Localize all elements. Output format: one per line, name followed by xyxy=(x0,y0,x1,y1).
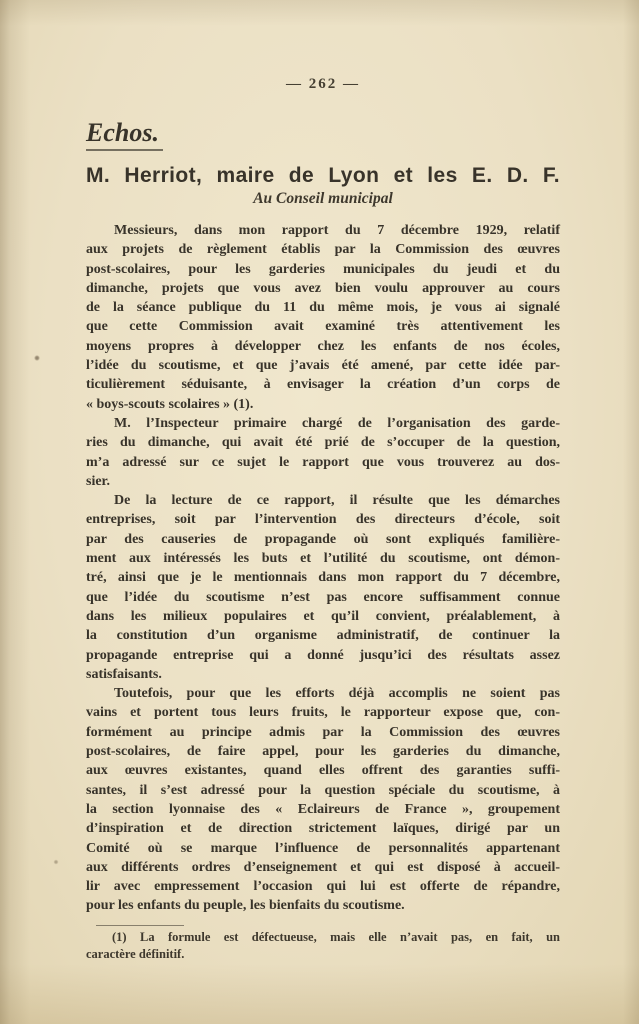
page-content xyxy=(86,76,560,964)
text-line: que cette Commission avait examiné très attentivement les xyxy=(86,319,560,335)
paragraph xyxy=(86,414,560,491)
text-line: Comité où se marque l’influence de personnalités appartenant xyxy=(86,840,560,856)
text-line: dans les milieux populaires et qu’il convient, préalablement, à xyxy=(86,608,560,624)
text-line: santes, il s’est adressé pour la question spéciale du scoutisme, à xyxy=(86,782,560,798)
paragraph xyxy=(86,491,560,684)
text-line: De la lecture de ce rapport, il résulte que les démarches xyxy=(114,493,560,509)
text-line: ticulièrement séduisante, à envisager la création d’un corps de xyxy=(86,377,560,393)
text-line: Toutefois, pour que les efforts déjà accomplis ne soient pas xyxy=(114,686,560,702)
text-line: la section lyonnaise des « Eclaireurs de France », groupement xyxy=(86,801,560,817)
text-line: sier. xyxy=(86,473,110,489)
paragraph xyxy=(86,684,560,916)
text-line: tré, ainsi que je le mentionnais dans mon rapport du 7 décembre, xyxy=(86,570,560,586)
text-line: aux projets de règlement établis par la Commission des œuvres xyxy=(86,242,560,258)
text-line: propagande entreprise qui a donné jusqu’ici des résultats assez xyxy=(86,647,560,663)
text-line: de la séance publique du 11 du même mois, je vous ai signalé xyxy=(86,300,560,316)
text-line: caractère définitif. xyxy=(86,947,185,962)
footnote-paragraph xyxy=(86,929,560,964)
text-line: (1) La formule est défectueuse, mais elle n’avait pas, en fait, un xyxy=(112,929,560,944)
text-line: entreprises, soit par l’intervention des directeurs d’école, soit xyxy=(86,512,560,528)
footnote xyxy=(86,929,560,964)
text-line: que l’idée du scoutisme n’est pas encore suffisamment connue xyxy=(86,589,560,605)
text-line: vains et portent tous leurs fruits, le rapporteur expose que, con- xyxy=(86,705,560,721)
text-line: ries du dimanche, qui avait été prié de s’occuper de la question, xyxy=(86,435,560,451)
text-line: l’idée du scoutisme, et que j’avais été amené, par cette idée par- xyxy=(86,358,560,374)
text-line: aux œuvres existantes, quand elles offrent des garanties suffi- xyxy=(86,763,560,779)
section-heading-text: Echos. xyxy=(86,118,163,151)
text-line: moyens propres à développer chez les enfants de nos écoles, xyxy=(86,338,560,354)
text-line: formément au principe admis par la Commission des œuvres xyxy=(86,724,560,740)
text-line: M. l’Inspecteur primaire chargé de l’organisation des garde- xyxy=(114,415,560,431)
article-body xyxy=(86,221,560,916)
text-line: aux différents ordres d’enseignement et qui est disposé à accueil- xyxy=(86,859,560,875)
text-line: « boys-scouts scolaires » (1). xyxy=(86,396,254,412)
text-line: par des causeries de propagande où sont expliqués familière- xyxy=(86,531,560,547)
paragraph xyxy=(86,221,560,414)
text-line: pour les enfants du peuple, les bienfaits du scoutisme. xyxy=(86,898,405,914)
page-number: — 262 — xyxy=(286,76,360,92)
text-line: la constitution d’un organisme administratif, de continuer la xyxy=(86,628,560,644)
text-line: satisfaisants. xyxy=(86,666,162,682)
text-line: lir avec empressement l’occasion qui lui est offerte de répandre, xyxy=(86,879,560,895)
text-line: post-scolaires, pour les garderies municipales du jeudi et du xyxy=(86,261,560,277)
footnote-divider xyxy=(96,925,184,926)
text-line: post-scolaires, de faire appel, pour les garderies du dimanche, xyxy=(86,744,560,760)
text-line: d’inspiration et de direction strictement laïques, dirigé par un xyxy=(86,821,560,837)
text-line: ment aux intéressés les buts et l’utilité du scoutisme, ont démon- xyxy=(86,551,560,567)
text-line: Messieurs, dans mon rapport du 7 décembre 1929, relatif xyxy=(114,223,560,238)
section-heading xyxy=(86,118,560,151)
text-line: m’a adressé sur ce sujet le rapport que vous trouverez au dos- xyxy=(86,454,560,470)
article-subtitle: Au Conseil municipal xyxy=(253,190,393,207)
article-title: M. Herriot, maire de Lyon et les E. D. F. xyxy=(86,164,560,187)
text-line: dimanche, projets que vous avez bien voulu approuver au cours xyxy=(86,280,560,296)
